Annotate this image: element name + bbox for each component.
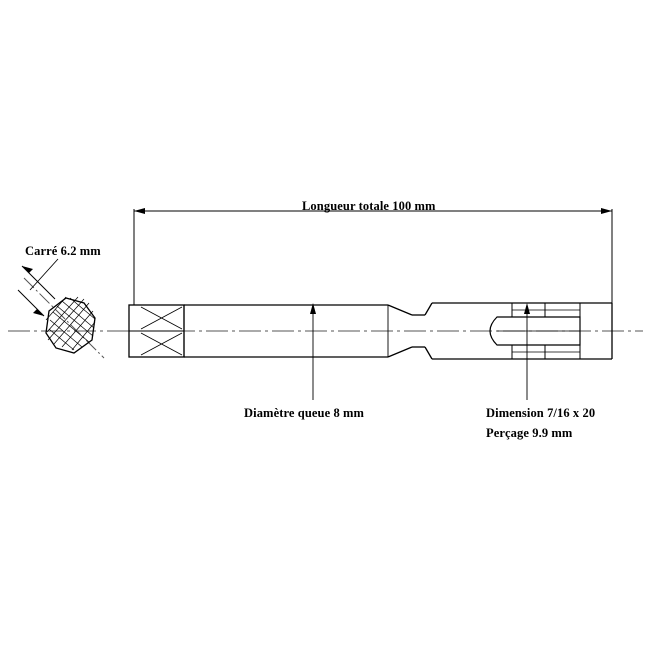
square-size-label: Carré 6.2 mm bbox=[25, 244, 101, 258]
thread-dimension-label: Dimension 7/16 x 20 bbox=[486, 406, 596, 420]
overall-length-label: Longueur totale 100 mm bbox=[302, 199, 436, 213]
square-drive-detail bbox=[18, 259, 104, 358]
overall-length-dimension bbox=[134, 208, 612, 305]
shank-diameter-label: Diamètre queue 8 mm bbox=[244, 406, 365, 420]
drill-size-label: Perçage 9.9 mm bbox=[486, 426, 573, 440]
